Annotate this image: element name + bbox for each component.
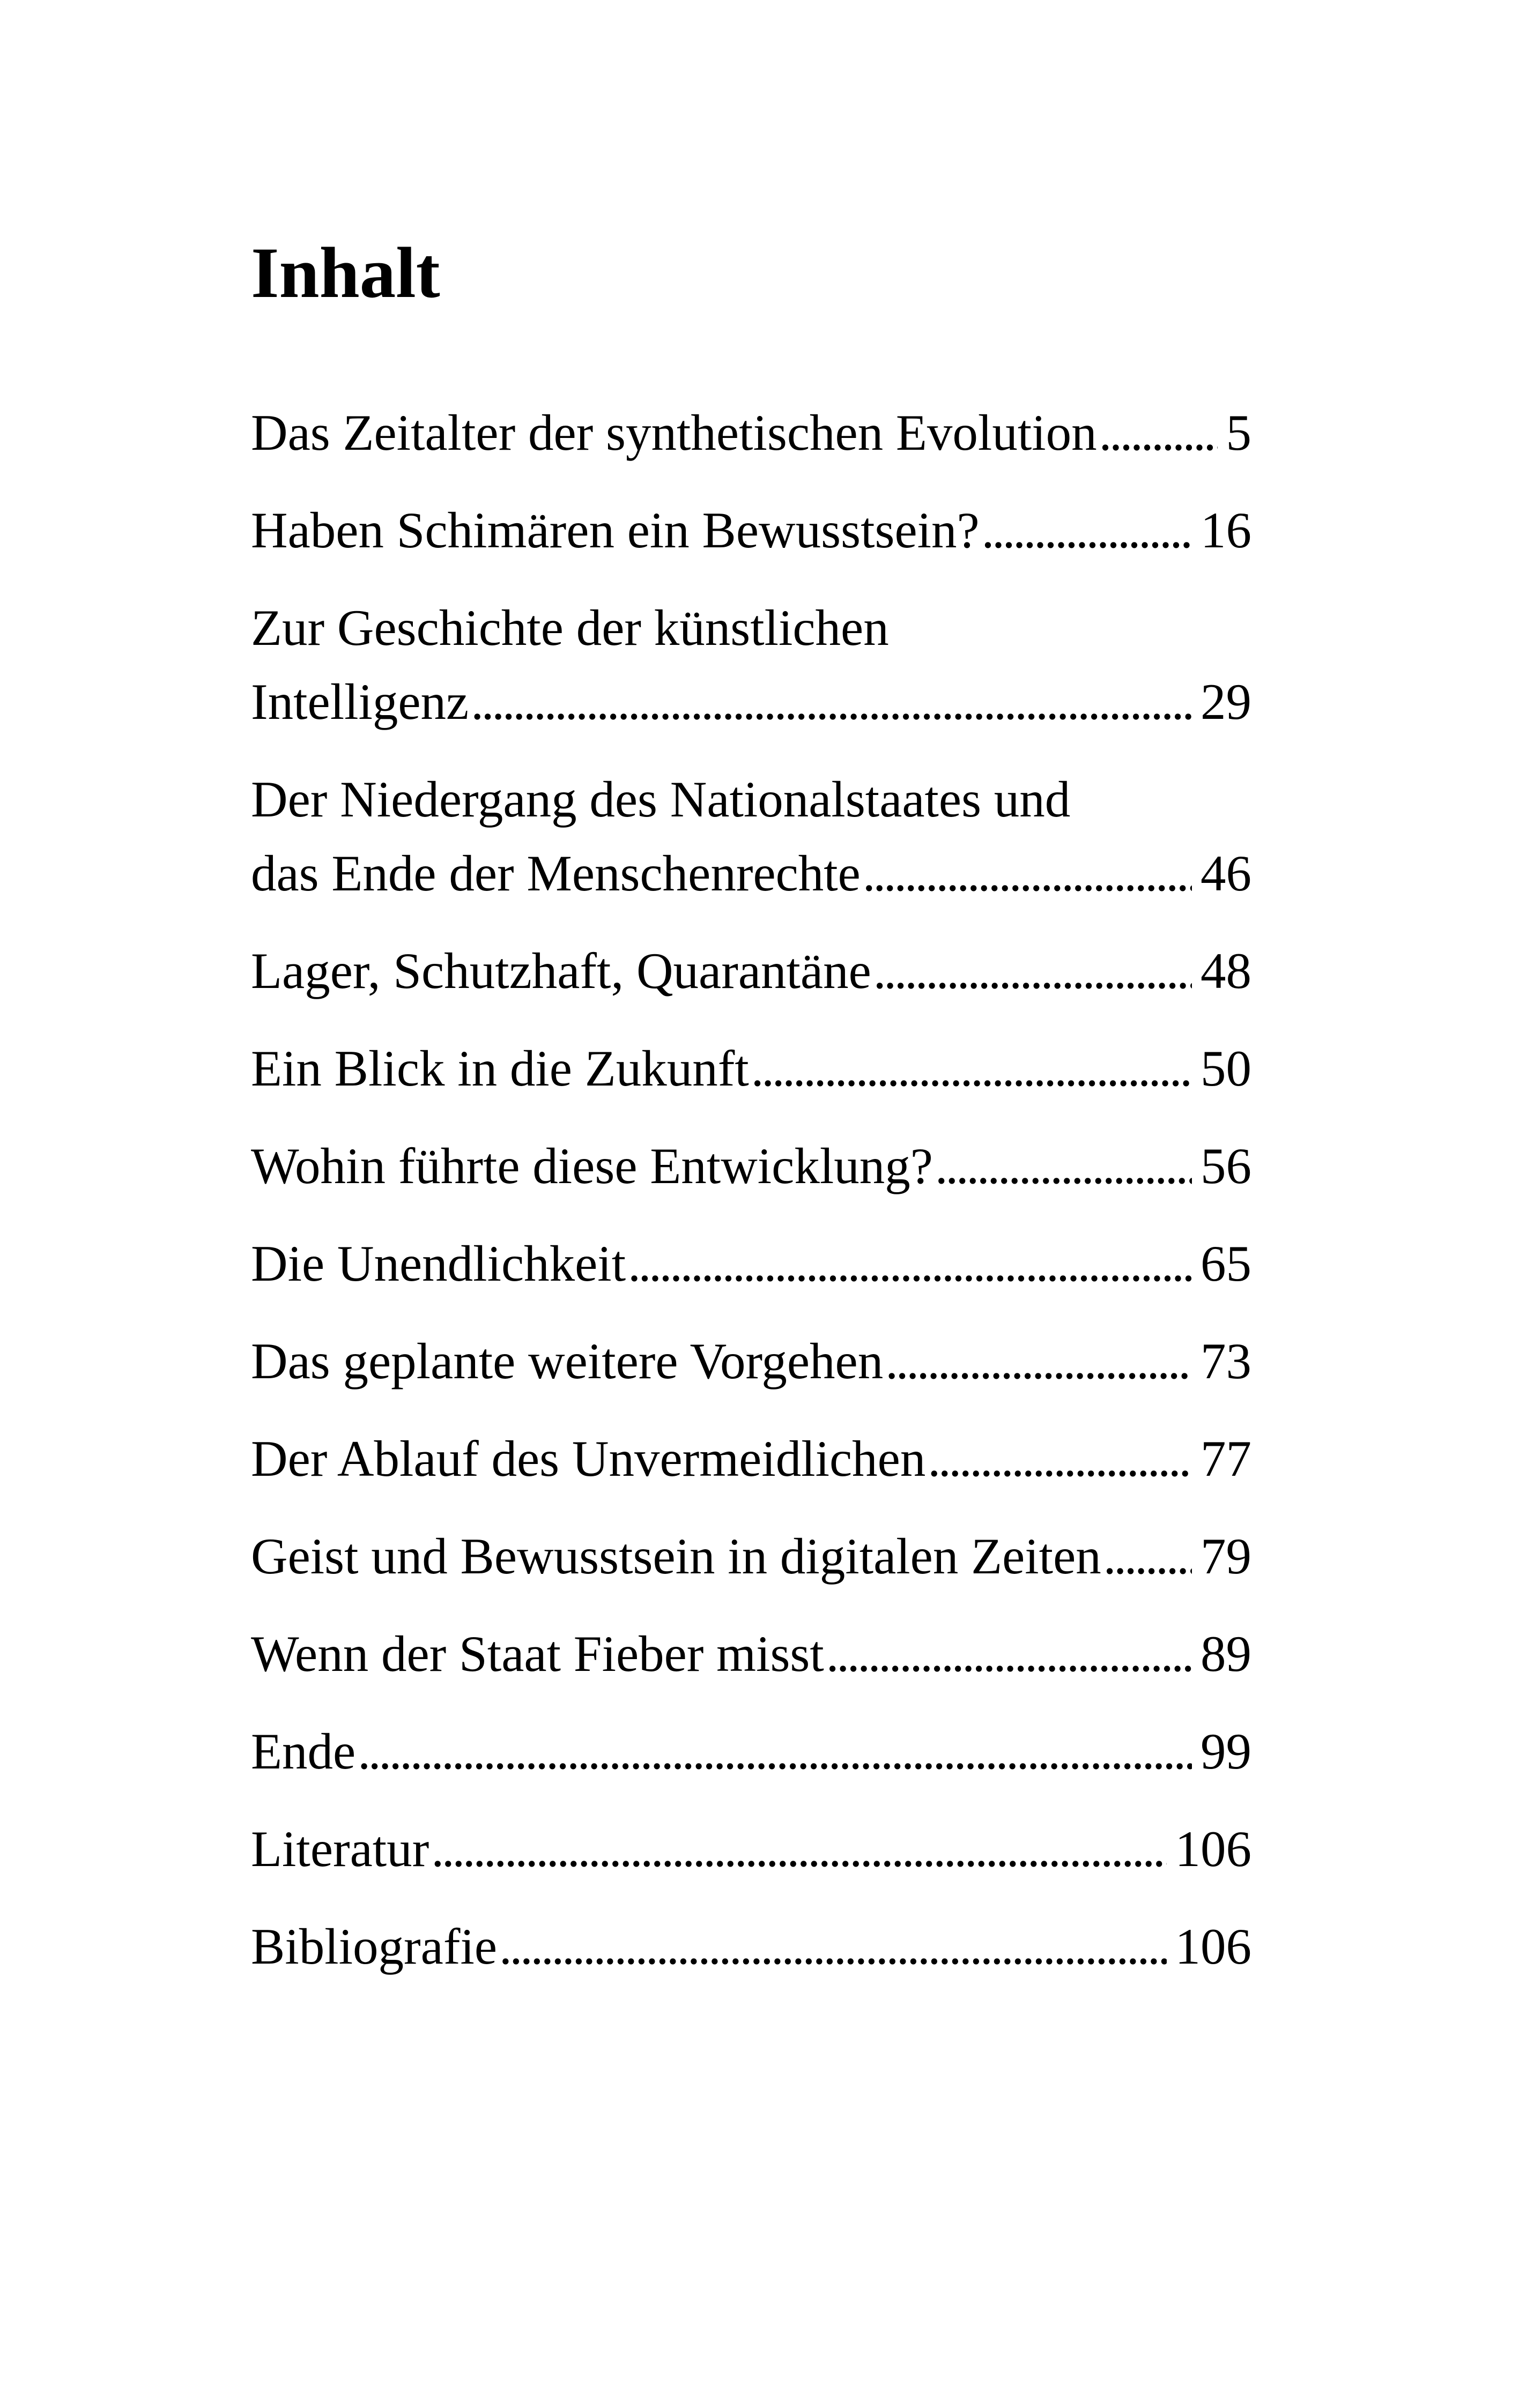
- toc-entry-page-number: 5: [1226, 404, 1251, 461]
- page-title: Inhalt: [251, 233, 440, 313]
- toc-entry-title: Das geplante weitere Vorgehen: [251, 1333, 884, 1389]
- toc-entry-line: [251, 1324, 1251, 1398]
- toc-entry: [251, 493, 1251, 567]
- toc-entry: [251, 934, 1251, 1008]
- toc-entry-page-number: 29: [1201, 673, 1251, 730]
- dot-leader: [358, 1714, 1192, 1788]
- toc-entry: [251, 1617, 1251, 1691]
- toc-entry-title: Das Zeitalter der synthetischen Evolution: [251, 404, 1097, 461]
- toc-entry-page-number: 56: [1201, 1138, 1251, 1194]
- toc-entry-line: [251, 1519, 1251, 1593]
- toc-entry-line: [251, 836, 1251, 910]
- toc-entry-page-number: 50: [1201, 1040, 1251, 1097]
- toc-entry-line: [251, 1812, 1251, 1886]
- toc-entry-line: [251, 1031, 1251, 1105]
- toc-entry-line: [251, 1227, 1251, 1300]
- toc-entry-title: Intelligenz: [251, 673, 469, 730]
- toc-entry-title: Wenn der Staat Fieber misst: [251, 1625, 824, 1682]
- toc-entry-title-line1: Der Niedergang des Nationalstaates und: [251, 771, 1071, 828]
- toc-entry-page-number: 79: [1201, 1528, 1251, 1585]
- toc-entry-title: Der Ablauf des Unvermeidlichen: [251, 1430, 926, 1487]
- dot-leader: [928, 1422, 1192, 1496]
- table-of-contents: [251, 396, 1251, 2007]
- dot-leader: [1103, 1519, 1192, 1593]
- dot-leader: [826, 1617, 1192, 1691]
- dot-leader: [885, 1324, 1192, 1398]
- dot-leader: [431, 1812, 1166, 1886]
- toc-entry-page-number: 106: [1175, 1820, 1251, 1877]
- toc-entry-page-number: 73: [1201, 1333, 1251, 1389]
- toc-entry-line: [251, 1909, 1251, 1983]
- toc-entry-title: Bibliografie: [251, 1918, 498, 1975]
- toc-entry-line: [251, 1714, 1251, 1788]
- dot-leader: [873, 934, 1192, 1008]
- dot-leader: [1099, 396, 1218, 470]
- toc-entry: [251, 1519, 1251, 1593]
- dot-leader: [499, 1909, 1166, 1983]
- toc-entry-page-number: 89: [1201, 1625, 1251, 1682]
- dot-leader: [935, 1129, 1192, 1203]
- toc-entry-page-number: 48: [1201, 942, 1251, 999]
- toc-entry-line: [251, 1129, 1251, 1203]
- dot-leader: [628, 1227, 1192, 1300]
- dot-leader: [751, 1031, 1192, 1105]
- dot-leader: [471, 665, 1192, 739]
- toc-entry-title: Literatur: [251, 1820, 429, 1877]
- toc-entry: [251, 1909, 1251, 1983]
- toc-entry-title: Die Unendlichkeit: [251, 1235, 626, 1292]
- toc-entry: [251, 1324, 1251, 1398]
- toc-entry-title: Lager, Schutzhaft, Quarantäne: [251, 942, 871, 999]
- toc-entry-page-number: 65: [1201, 1235, 1251, 1292]
- toc-entry-title: das Ende der Menschenrechte: [251, 845, 861, 902]
- dot-leader: [863, 836, 1192, 910]
- toc-entry: [251, 1422, 1251, 1496]
- toc-entry-line: [251, 934, 1251, 1008]
- toc-entry: [251, 1714, 1251, 1788]
- toc-entry-title: Wohin führte diese Entwicklung?: [251, 1138, 933, 1194]
- toc-entry-title: Geist und Bewusstsein in digitalen Zeiten: [251, 1528, 1101, 1585]
- toc-entry-title: Ein Blick in die Zukunft: [251, 1040, 749, 1097]
- toc-entry-line: [251, 1617, 1251, 1691]
- toc-entry: [251, 1031, 1251, 1105]
- toc-entry: [251, 1812, 1251, 1886]
- toc-entry-page-number: 46: [1201, 845, 1251, 902]
- toc-entry-page-number: 106: [1175, 1918, 1251, 1975]
- toc-entry-page-number: 99: [1201, 1723, 1251, 1780]
- toc-entry: [251, 762, 1251, 910]
- toc-entry: [251, 591, 1251, 739]
- toc-entry-line: [251, 493, 1251, 567]
- toc-entry: [251, 1227, 1251, 1300]
- toc-entry-title: Haben Schimären ein Bewusstsein?: [251, 502, 980, 559]
- toc-entry-title: Ende: [251, 1723, 356, 1780]
- toc-entry-title-line1: Zur Geschichte der künstlichen: [251, 599, 889, 656]
- dot-leader: [982, 493, 1192, 567]
- toc-entry-line: [251, 396, 1251, 470]
- toc-entry-line: [251, 665, 1251, 739]
- toc-entry: [251, 1129, 1251, 1203]
- toc-entry-page-number: 77: [1201, 1430, 1251, 1487]
- toc-entry: [251, 396, 1251, 470]
- toc-entry-line: [251, 1422, 1251, 1496]
- toc-entry-page-number: 16: [1201, 502, 1251, 559]
